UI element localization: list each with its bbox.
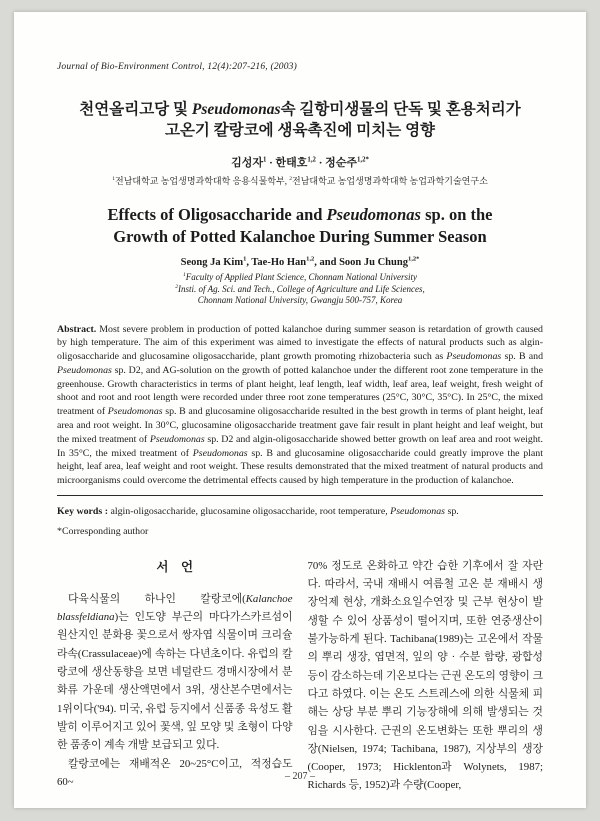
intro-paragraph-1: 다육식물의 하나인 칼랑코에(Kalanchoe blassfeldiana)는 인도양 부근의 마다가스카르섬이 원산지인 분화용 꽃으로서 쌍자엽 식물이며 크리슐라속(Crassulaceae)에 속하는 다년초이다. 유럽의 칼랑코에 생산동향을 보면 네덜란드 경매시장에서 분화류 가운데 생산액면에서 3위, 생산본수면에서는 1위이다('94). 미국, 유럽 등지에서 신품종 육성도 활발히 이루어지고 있어 꽃색, 잎 모양 및 초형이 다양한 품종이 계속 개발 보급되고 있다. [57, 592, 293, 752]
abstract-text: Abstract. Most severe problem in production of potted kalanchoe during summer season is retardation of growth caused by high temperature. The aim of this experiment was aimed to investigate the effects of natural products such as algin-oligosaccharide and glucosamine oligosaccharide, plant growth promoting rhizobacteria such as Pseudomonas sp. B and Pseudomonas sp. D2, and AG-solution on the growth of potted kalanchoe under the different root zone temperature in the greenhouse. Growth characteristics in terms of plant height, leaf length, leaf width, leaf area, leaf weight, fresh weight of shoot and root and root length were recorded under three root zone temperatures (25°C, 30°C, 35°C). In 25°C, the mixed treatment of Pseudomonas sp. B and glucosamine oligosaccharide resulted in the best growth in terms of plant height, leaf area and root weight. In 30°C, glucosamine oligosaccharide treatment gave fair result in plant height and leaf weight, but the mixed treatment of Pseudomonas sp. D2 and algin-oligosaccharide showed better growth on leaf area and root weight. In 35°C, the mixed treatment of Pseudomonas sp. B and glucosamine oligosaccharide could greatly improve the plant height, leaf area, leaf weight and root weight. These results demonstrated that the mixed treatment of natural products and microorganisms could overcome the detrimental effects caused by high temperature in the production of kalanchoe. [57, 323, 544, 487]
intro-paragraph-2: 칼랑코에는 재배적온 20~25°C이고, 적정습도 60~ [57, 757, 293, 788]
intro-left-column [57, 557, 293, 795]
english-title-line1: Effects of Oligosaccharide and Pseudomonas sp. on the [107, 205, 493, 224]
corresponding-author-note: *Corresponding author [57, 525, 149, 537]
english-affiliation-line3: Chonnam National University, Gwangju 500-757, Korea [197, 295, 403, 305]
keywords-divider [57, 495, 543, 496]
english-title-line2: Growth of Potted Kalanchoe During Summer Season [113, 226, 487, 246]
journal-header: Journal of Bio-Environment Control, 12(4):207-216, (2003) [57, 62, 297, 72]
korean-affiliation: $^1$전남대학교 농업생명과학대학 응용식물학부, $^2$전남대학교 농업생명과학대학 농업과학기술연구소 [112, 176, 488, 186]
intro-right-column [308, 557, 544, 795]
korean-title-line2: 고온기 칼랑코에 생육촉진에 미치는 영향 [164, 122, 436, 139]
korean-title [57, 99, 543, 141]
korean-title-line1: 천연올리고당 및 Pseudomonas속 길항미생물의 단독 및 혼용처리가 [79, 101, 521, 118]
english-authors: Seong Ja Kim$^1$, Tae-Ho Han$^{1,2}$, and Soon Ju Chung$^{1,2*}$ [180, 255, 420, 268]
korean-authors: 김성자$^1$ · 한태호$^{1,2}$ · 정순주$^{1,2*}$ [231, 156, 369, 169]
english-affiliation-line2: $^2$Insti. of Ag. Sci. and Tech., College of Agriculture and Life Sciences, [175, 283, 425, 294]
intro-paragraph-3: 70% 정도로 온화하고 약간 습한 기후에서 잘 자란다. 따라서, 국내 재배시 여름철 고온 분 재배시 생장억제 현상, 개화소요일수연장 및 근부 현상이 발생할 수 있어 상품성이 떨어지며, 또한 연중생산이 불가능하게 된다. Tachibana(1989)는 고온에서 작물의 뿌리 생장, 엽면적, 잎의 양 · 수분 함량, 광합성 등이 감소하는데 기온보다는 근권 온도의 영향이 크다고 하였다. 이는 온도 스트레스에 의한 식물체 피해는 상당 부분 뿌리 기능장해에 의해 발생되는 것임을 시사한다. 근권의 온도변화는 또한 뿌리의 생장(Nielsen, 1974; Tachibana, 1987), 지상부의 생장(Cooper, 1973; Hicklenton과 Wolynets, 1987; Richards 등, 1952)과 수량(Cooper, [307, 559, 543, 792]
section-heading-introduction: 서 언 [156, 559, 194, 574]
page-number-footer: – 207 – [285, 771, 315, 782]
english-affiliation [57, 272, 543, 307]
english-title [57, 204, 543, 247]
intro-section [57, 557, 543, 795]
paper-page [14, 12, 586, 808]
english-affiliation-line1: $^1$Faculty of Applied Plant Science, Chonnam National University [182, 272, 418, 282]
keywords-line: Key words : algin-oligosaccharide, glucosamine oligosaccharide, root temperature, Pseudomonas sp. [57, 506, 459, 518]
